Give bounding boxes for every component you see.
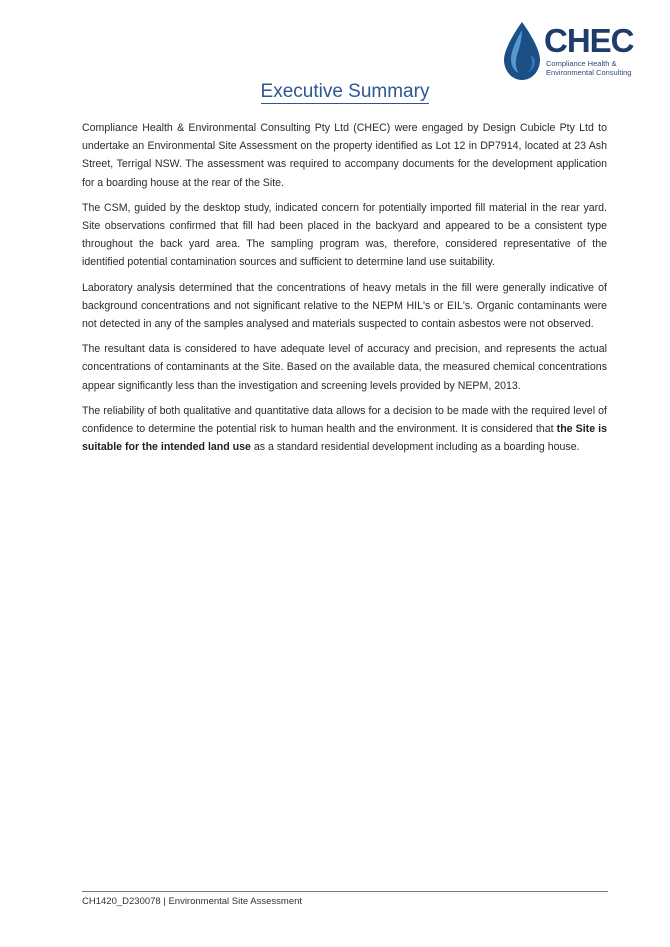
paragraph-engagement: Compliance Health & Environmental Consulting Pty Ltd (CHEC) were engaged by Design Cubicle Pty Ltd to undertake an Environmental Site Assessment on the property identified as Lot 12 in DP7914, located at 23 Ash Street, Terrigal NSW. The assessment was required to accompany documents for the development application for a boarding house at the rear of the Site. (82, 122, 607, 189)
logo-tagline: Compliance Health & Environmental Consulting (546, 59, 632, 77)
page-title-text: Executive Summary (260, 81, 430, 102)
conclusion-tail: as a standard residential development including as a boarding house. (250, 441, 580, 454)
conclusion-emphasis: the Site is suitable for the intended land use (82, 423, 608, 454)
company-logo (498, 20, 658, 82)
paragraph-data-quality: The resultant data is considered to have adequate level of accuracy and precision, and represents the actual concentrations of contaminants at the Site. Based on the available data, the measured chemical concentrations appear significantly less than the investigation and screening levels provided by NEPM, 2013. (82, 343, 607, 392)
paragraph-csm: The CSM, guided by the desktop study, indicated concern for potentially imported fill material in the rear yard. Site observations confirmed that fill had been placed in the backyard and appeared to be a consistent type throughout the back yard area. The sampling program was, therefore, considered representative of the identified potential contamination sources and sufficient to determine land use suitability. (82, 201, 607, 269)
water-drop-icon (500, 20, 544, 82)
footer-divider (82, 891, 608, 892)
paragraph-conclusion (82, 402, 607, 457)
page-footer: CH1420_D230078 | Environmental Site Assessment (82, 896, 303, 907)
document-body (82, 119, 607, 463)
logo-wordmark: CHEC (544, 22, 634, 59)
page-title (0, 81, 670, 103)
conclusion-lead: The reliability of both qualitative and quantitative data allows for a decision to be made with the required level of confidence to determine the potential risk to human health and the environment. It is considered that (82, 404, 607, 436)
paragraph-laboratory: Laboratory analysis determined that the concentrations of heavy metals in the fill were generally indicative of background concentrations and not significant relative to the NEPM HIL's or EIL's. Organic contaminants were not detected in any of the samples analysed and materials suspected to contain asbestos were not observed. (82, 281, 607, 331)
